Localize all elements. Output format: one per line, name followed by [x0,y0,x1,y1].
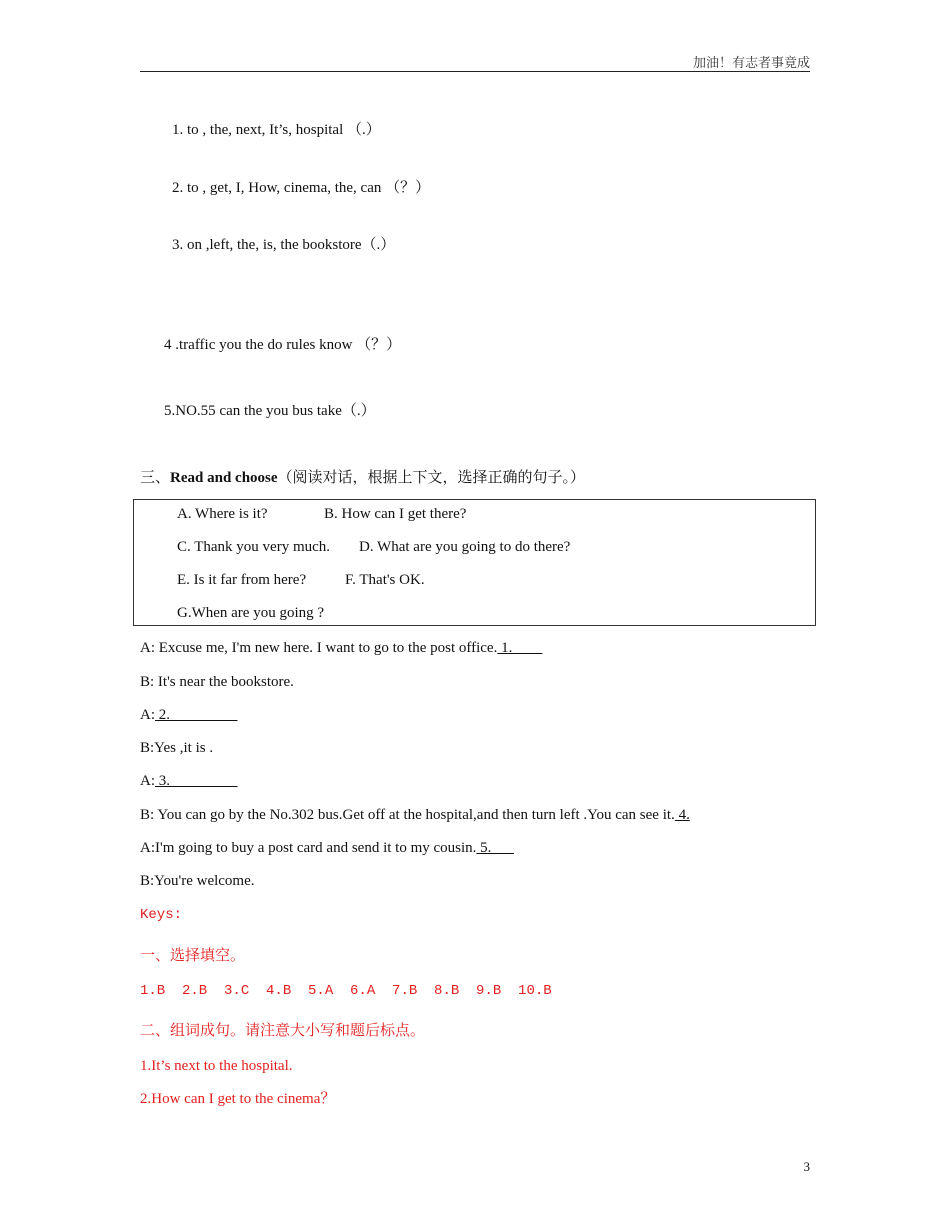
answer-blank-2[interactable]: 2. [155,707,238,723]
choice-e: E. Is it far from here? [177,572,307,588]
choice-row-4 [177,603,324,623]
keys-part1-title: 一、选择填空。 [140,948,246,964]
reorder-item-4: 4 .traffic you the do rules know （？） [164,337,402,353]
keys-part2-answer-2: 2.How can I get to the cinema？ [140,1091,336,1107]
section3-title: Read and choose [170,470,278,486]
keys-part2-answer-1: 1.It’s next to the hospital. [140,1058,293,1074]
dialogue-line-6 [140,805,690,825]
choice-row-2 [177,537,570,557]
dialogue-line-3 [140,705,238,725]
header-motto: 加油！有志者事竟成 [692,55,810,70]
choice-g: G.When are you going ? [177,605,325,621]
dialogue-line-5 [140,771,238,791]
dialogue-text-7: A:I'm going to buy a post card and send it to my cousin. [140,840,477,856]
reorder-item-2: 2. to , get, I, How, cinema, the, can （？） [172,180,431,196]
section3-heading [140,468,585,488]
reorder-item-5: 5.NO.55 can the you bus take（.） [164,403,376,419]
choice-d: D. What are you going to do there? [359,539,571,555]
keys-part1-answers: 1.B 2.B 3.C 4.B 5.A 6.A 7.B 8.B 9.B 10.B [140,983,552,999]
header-divider [140,71,810,72]
dialogue-text-6: B: You can go by the No.302 bus.Get off at the hospital,and then turn left .You can see it. [140,807,675,823]
answer-blank-5[interactable]: 5. [476,840,514,856]
reorder-item-1: 1. to , the, next, It’s, hospital （.） [172,122,381,138]
choice-box [133,499,816,626]
keys-part2-title: 二、组词成句。请注意大小写和题后标点。 [140,1023,426,1039]
dialogue-line-7 [140,838,514,858]
dialogue-text-3: A: [140,707,155,723]
choice-f: F. That's OK. [345,572,425,588]
dialogue-text-1: A: Excuse me, I'm new here. I want to go to the post office. [140,640,498,656]
dialogue-line-4: B:Yes ,it is . [140,740,214,756]
reorder-item-3: 3. on ,left, the, is, the bookstore（.） [172,237,396,253]
choice-a: A. Where is it? [177,506,268,522]
section3-prefix: 三、 [140,470,171,486]
answer-blank-4[interactable]: 4. [674,807,690,823]
dialogue-line-8: B:You're welcome. [140,873,255,889]
answer-blank-1[interactable]: 1. [497,640,543,656]
choice-c: C. Thank you very much. [177,539,331,555]
keys-title: Keys: [140,907,183,923]
choice-row-3 [177,570,425,590]
dialogue-line-1 [140,638,542,658]
choice-b: B. How can I get there? [324,506,467,522]
section3-instruction: （阅读对话，根据上下文，选择正确的句子。） [277,470,586,486]
dialogue-text-5: A: [140,773,155,789]
choice-row-1 [177,504,466,524]
answer-blank-3[interactable]: 3. [155,773,238,789]
dialogue-line-2: B: It's near the bookstore. [140,674,294,690]
page-number: 3 [803,1159,810,1174]
